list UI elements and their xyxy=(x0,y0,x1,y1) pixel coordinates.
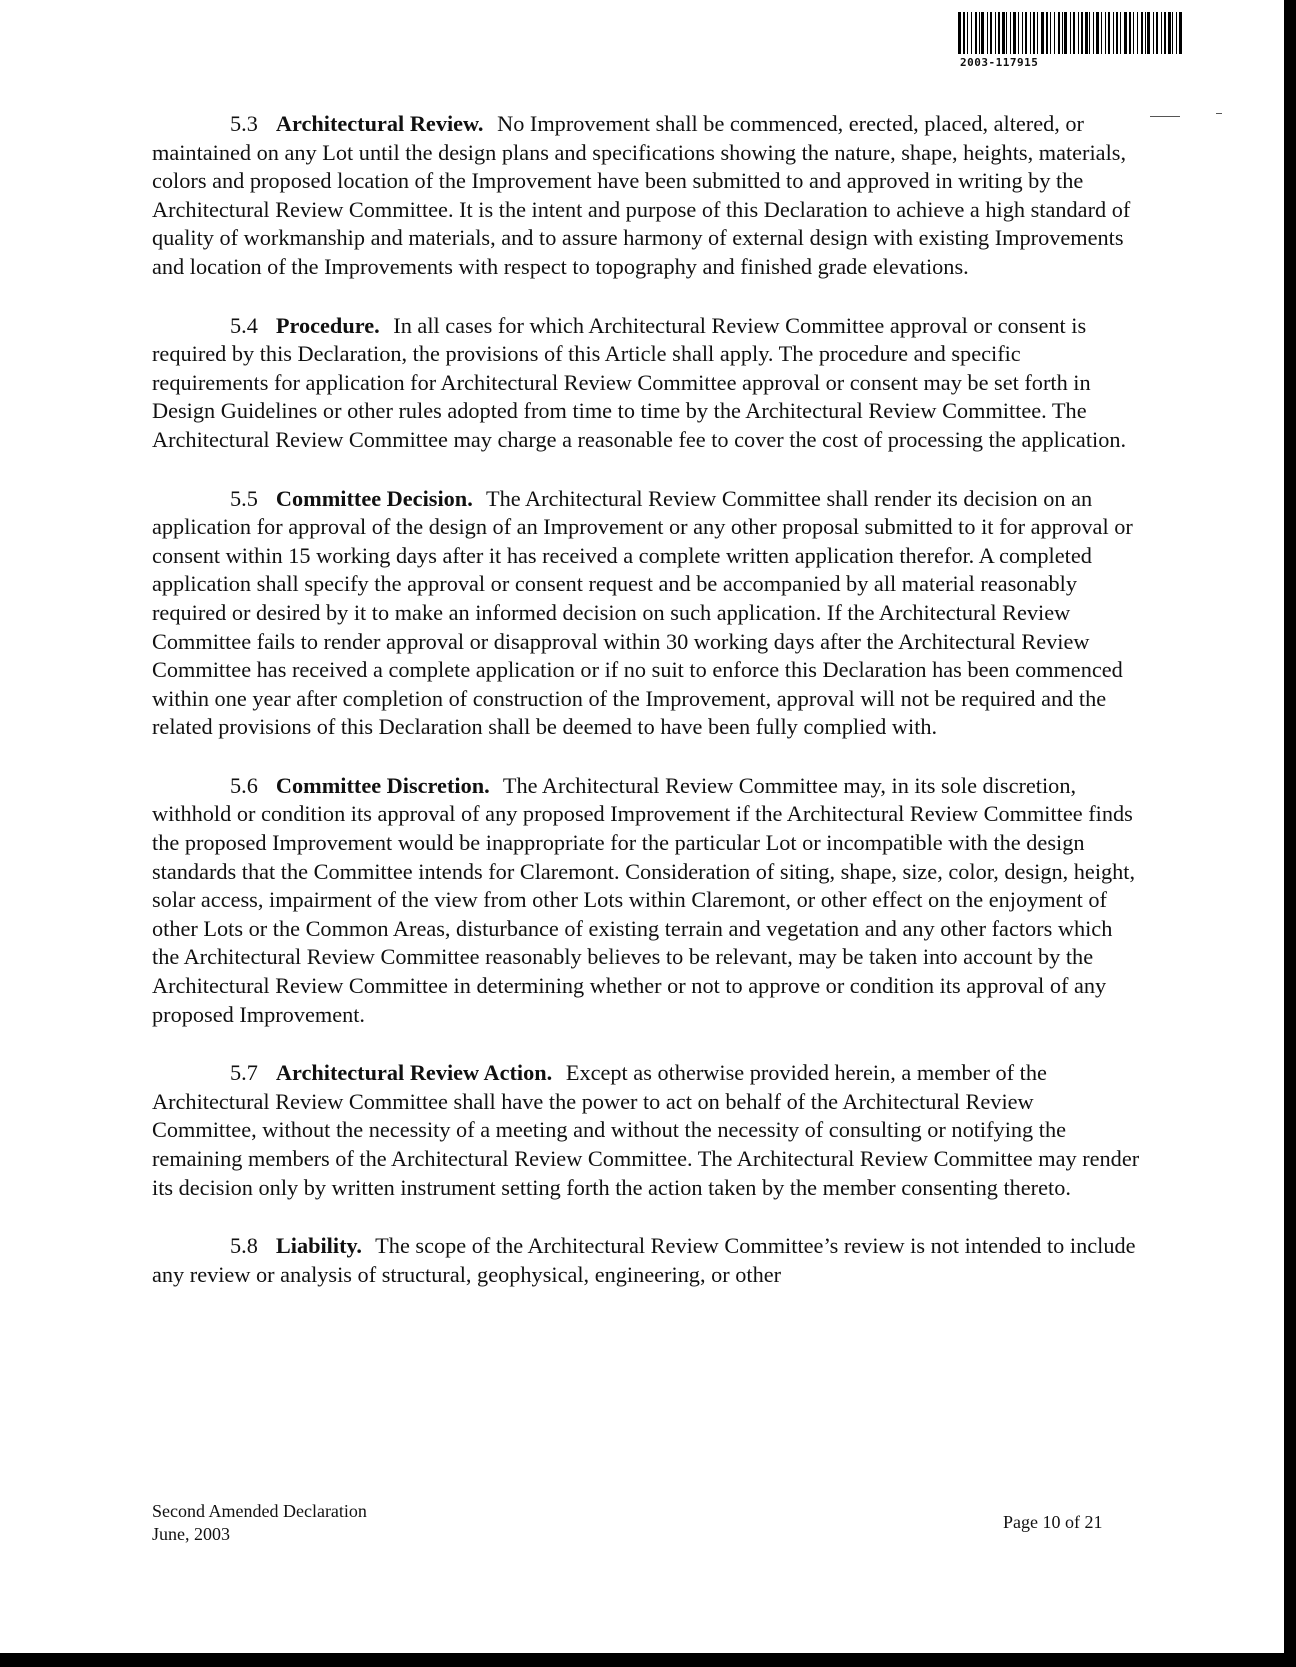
section-number: 5.3 xyxy=(230,111,258,136)
section-heading: Committee Discretion. xyxy=(275,772,490,798)
recording-number: 2003-117915 xyxy=(960,56,1039,69)
section-heading: Liability. xyxy=(275,1233,362,1259)
section-number: 5.5 xyxy=(230,485,258,511)
section-heading: Procedure. xyxy=(275,312,380,338)
section-text: No Improvement shall be commenced, erected, placed, altered, or maintained on any Lot until the design plans and specifications showing the nature, shape, heights, materials, colors and proposed location of the Improvement have been submitted to and approved in writing by the Architectural Review Committee. It is the intent and purpose of this Declaration to achieve a high standard of quality of workmanship and materials, and to assure harmony of external design with existing Improvements and location of the Improvements with respect to topography and finished grade elevations. xyxy=(152,111,1131,279)
section-5-8 xyxy=(152,1232,1142,1289)
section-number: 5.4 xyxy=(230,312,258,338)
section-text: Except as otherwise provided herein, a member of the Architectural Review Committee shall have the power to act on behalf of the Architectural Review Committee, without the necessity of a meeting and without the necessity of consulting or notifying the remaining members of the Architectural Review Committee. The Architectural Review Committee may render its decision only by written instrument setting forth the action taken by the member consenting thereto. xyxy=(152,1060,1140,1200)
section-5-6 xyxy=(152,772,1142,1029)
section-number: 5.6 xyxy=(230,772,258,798)
section-5-4 xyxy=(152,312,1142,455)
barcode-icon xyxy=(958,12,1184,54)
scan-mark xyxy=(1216,113,1222,114)
section-5-3 xyxy=(152,110,1142,282)
scan-mark xyxy=(1150,116,1180,117)
section-text: The scope of the Architectural Review Committee’s review is not intended to include any review or analysis of structural, geophysical, engineering, or other xyxy=(152,1233,1136,1287)
section-heading: Committee Decision. xyxy=(275,485,473,511)
section-text: The Architectural Review Committee shall render its decision on an application for approval of the design of an Improvement or any other proposal submitted to it for approval or consent within 15 working days after it has received a complete written application therefor. A completed application shall specify the approval or consent request and be accompanied by all material reasonably required or desired by it to make an informed decision on such application. If the Architectural Review Committee fails to render approval or disapproval within 30 working days after the Architectural Review Committee has received a complete application or if no suit to enforce this Declaration has been commenced within one year after completion of construction of the Improvement, approval will not be required and the related provisions of this Declaration shall be deemed to have been fully complied with. xyxy=(152,485,1133,740)
footer-date: June, 2003 xyxy=(152,1524,230,1544)
page-number: Page 10 of 21 xyxy=(1003,1512,1103,1532)
section-text: In all cases for which Architectural Review Committee approval or consent is required by this Declaration, the provisions of this Article shall apply. The procedure and specific requirements for application for Architectural Review Committee approval or consent may be set forth in Design Guidelines or other rules adopted from time to time by the Architectural Review Committee. The Architectural Review Committee may charge a reasonable fee to cover the cost of processing the application. xyxy=(152,312,1127,452)
section-text: The Architectural Review Committee may, in its sole discretion, withhold or condition its approval of any proposed Improvement if the Architectural Review Committee finds the proposed Improvement would be inappropriate for the particular Lot or incompatible with the design standards that the Committee intends for Claremont. Consideration of siting, shape, size, color, design, height, solar access, impairment of the view from other Lots within Claremont, or other effect on the enjoyment of other Lots or the Common Areas, disturbance of existing terrain and vegetation and any other factors which the Architectural Review Committee reasonably believes to be relevant, may be taken into account by the Architectural Review Committee in determining whether or not to approve or condition its approval of any proposed Improvement. xyxy=(152,772,1136,1027)
section-5-7 xyxy=(152,1059,1142,1202)
barcode-stamp xyxy=(958,12,1184,69)
section-heading: Architectural Review. xyxy=(275,111,484,136)
section-5-5 xyxy=(152,485,1142,742)
section-heading: Architectural Review Action. xyxy=(275,1060,553,1086)
footer-document-info xyxy=(152,1500,367,1546)
section-number: 5.8 xyxy=(230,1233,258,1259)
footer-title: Second Amended Declaration xyxy=(152,1501,367,1521)
section-number: 5.7 xyxy=(230,1060,258,1086)
document-body xyxy=(152,110,1142,1319)
